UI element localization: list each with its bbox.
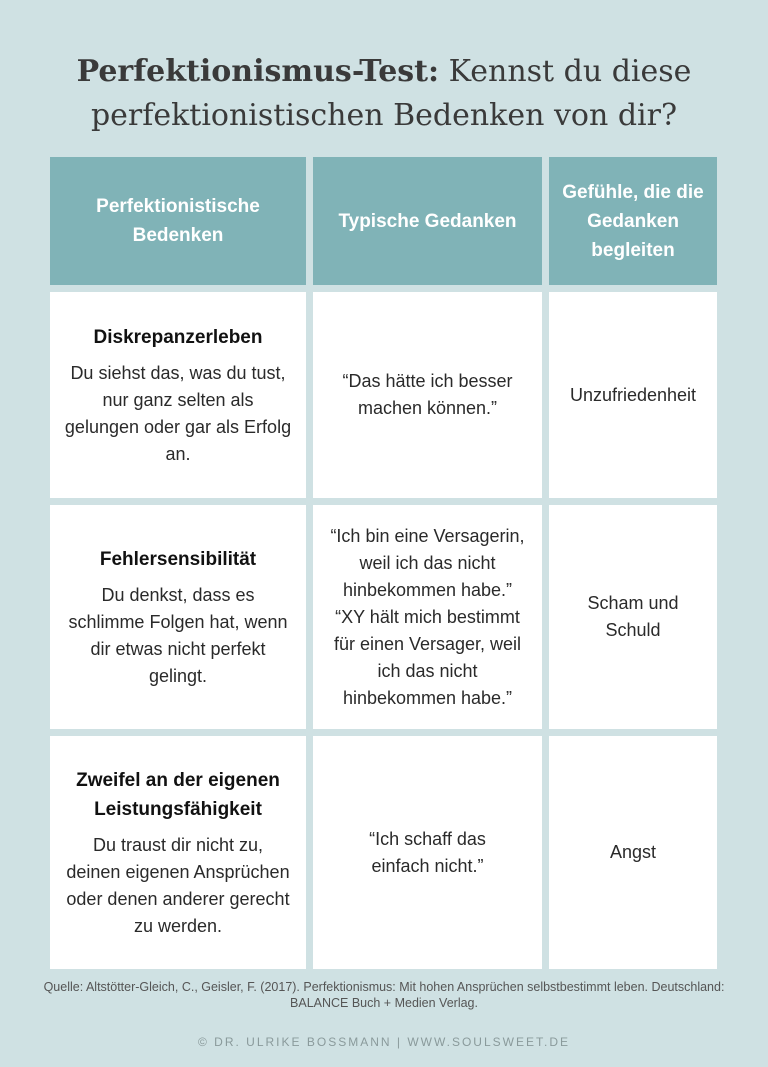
row-3-feelings (549, 736, 717, 969)
thought-text: “Ich schaff das einfach nicht.” (369, 828, 486, 876)
header-feelings: Gefühle, die die Gedanken begleiten (549, 157, 717, 285)
concern-description: Du traust dir nicht zu, deinen eigenen Ansprüchen oder denen anderer gerecht zu werden. (66, 834, 290, 936)
page-title (40, 50, 728, 138)
feeling-text: Unzufriedenheit (569, 384, 697, 405)
feeling-text: Scham und Schuld (587, 593, 679, 640)
row-1-feelings (549, 292, 717, 498)
row-3-thoughts (313, 736, 542, 969)
source-citation: Quelle: Altstötter-Gleich, C., Geisler, F. (2017). Perfektionismus: Mit hohen Ansprüchen selbstbestimmt leben. Deutschland: BALANCE Buch + Medien Verlag. (43, 980, 725, 1010)
row-2-feelings (549, 505, 717, 729)
title-rest: Kennst du diese perfektionistischen Bedenken von dir? (90, 54, 692, 133)
thought-text: “Ich bin eine Versagerin, weil ich das nicht hinbekommen habe.” (330, 525, 525, 600)
concern-title: Diskrepanzerleben (93, 326, 263, 348)
concern-title: Fehlersensibilität (99, 548, 257, 570)
row-2-thoughts (313, 505, 542, 729)
header-concerns: Perfektionistische Bedenken (50, 157, 306, 285)
header-thoughts: Typische Gedanken (313, 157, 542, 285)
copyright-footer: © DR. ULRIKE BOSSMANN | WWW.SOULSWEET.DE (198, 1035, 570, 1049)
row-1-concern (50, 292, 306, 498)
thought-text: “Das hätte ich besser machen können.” (342, 371, 513, 418)
concern-description: Du siehst das, was du tust, nur ganz selten als gelungen oder gar als Erfolg an. (64, 362, 292, 464)
perfectionism-table (50, 157, 717, 969)
row-3-concern (50, 736, 306, 969)
thought-text: “XY hält mich bestimmt für einen Versager, weil ich das nicht hinbekommen habe.” (333, 606, 522, 708)
concern-description: Du denkst, dass es schlimme Folgen hat, wenn dir etwas nicht perfekt gelingt. (68, 584, 288, 686)
row-1-thoughts (313, 292, 542, 498)
row-2-concern (50, 505, 306, 729)
feeling-text: Angst (609, 842, 657, 862)
concern-title: Zweifel an der eigenen Leistungsfähigkeit (76, 769, 280, 820)
title-bold: Perfektionismus-Test: (76, 54, 440, 89)
